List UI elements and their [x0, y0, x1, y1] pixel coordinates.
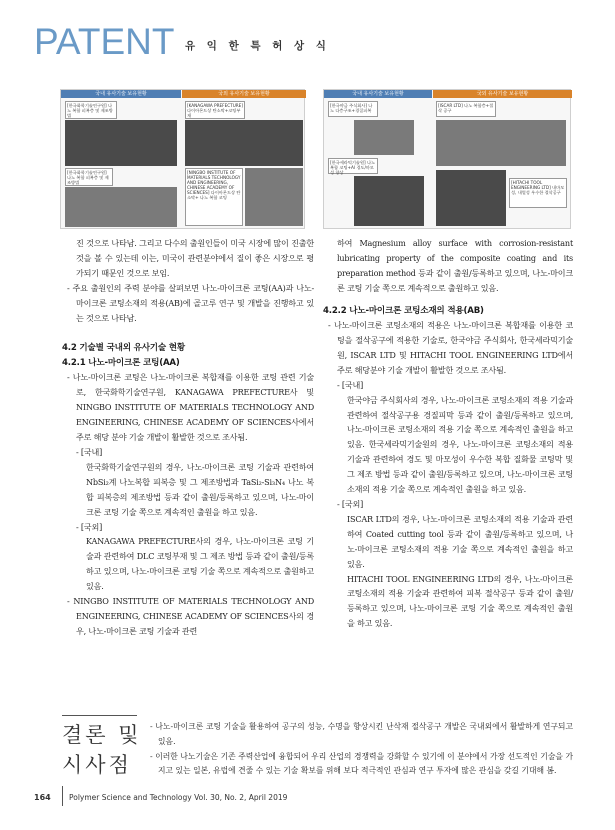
divider [62, 786, 63, 806]
section-subtitle: 유 익 한 특 허 상 식 [185, 40, 330, 52]
figure-header-foreign: 국외 유사기술 보유현황 [182, 90, 306, 98]
page-footer [34, 788, 287, 808]
paragraph: - 나노-마이크론 코팅은 나노-마이크론 복합재를 이용한 코팅 관련 기술로, 한국화학기술연구원, KANAGAWA PREFECTURE사 및 NINGBO INSTITUTE OF MATERIALS TECHNOLOGY AND ENGINEERING, CHINESE ACADEMY OF SCIENCES사에서 주로 해당 분야 기술 개발이 활발한 것으로 조사됨. [67, 372, 314, 443]
micrograph-image [65, 120, 177, 166]
figure-label: [한국화학기술연구원] 나노 복합 피복층 및 제조방법 [65, 101, 117, 119]
left-column [62, 236, 314, 639]
journal-info: Polymer Science and Technology Vol. 30, No. 2, April 2019 [69, 793, 288, 802]
layer-diagram [354, 120, 414, 155]
figure-label: [HITACHI TOOL ENGINEERING LTD] 내마모성, 내열성 우수한 절삭공구 [509, 178, 567, 208]
figure-label: [ISCAR LTD] 나노 복합층+절삭 공구 [436, 101, 496, 117]
micrograph-image [436, 120, 566, 166]
figure-header-domestic: 국내 유사기술 보유현황 [324, 90, 432, 98]
paragraph: - NINGBO INSTITUTE OF MATERIALS TECHNOLOGY AND ENGINEERING, CHINESE ACADEMY OF SCIENCES사의 경우, 나노-마이크론 코팅 기술과 관련 [67, 596, 314, 636]
paragraph: HITACHI TOOL ENGINEERING LTD의 경우, 나노-마이크론 코팅소재의 적용 기술과 관련하여 피복 절삭공구 등과 같이 출원/등록하고 있으며, 나노-마이크론 코팅 기술 쪽으로 계속적인 출원을 하고 있음. [347, 573, 573, 629]
paragraph: ISCAR LTD의 경우, 나노-마이크론 코팅소재의 적용 기술과 관련하여 Coated cutting tool 등과 같이 출원/등록하고 있으며, 나노-마이크론 코팅소재의 적용 기술 쪽으로 계속적인 출원을 하고 있음. [347, 513, 573, 569]
subheading-domestic: - [국내] [76, 446, 103, 457]
micrograph-image [65, 187, 177, 227]
conclusion-bullet: - 나노-마이크론 코팅 기술을 활용하여 공구의 성능, 수명을 향상시킨 난삭재 절삭공구 개발은 국내외에서 활발하게 연구되고 있음. [150, 722, 573, 746]
figure-label: [KANAGAWA PREFECTURE] 다이아몬드상 탄소막+코팅부재 [185, 101, 245, 119]
right-column [323, 236, 573, 631]
conclusion-title: 결론 및 [62, 723, 142, 747]
figure-label: [한국화학기술연구원] 나노 복합 피복층 및 제조방법 [65, 168, 113, 186]
figure-label: [한국야금 주식회사] 나노 다층구조+경질피복 [328, 101, 378, 117]
conclusion-title: 시사점 [62, 753, 132, 777]
paragraph: 한국야금 주식회사의 경우, 나노-마이크론 코팅소재의 적용 기술과 관련하여 절삭공구용 경질피막 등과 같이 출원/등록하고 있으며, 나노-마이크론 코팅소재의 적용 기술 쪽으로 계속적인 출원을 하고 있음. 한국세라믹기술원의 경우, 나노-마이크론 코팅소재의 적용 기술과 관련하여 경도 및 마모성이 우수한 복합 질화물 코팅막 및 그 제조 방법 등과 같이 출원/등록하고 있으며, 나노-마이크론 코팅소재의 적용 기술 쪽으로 계속적인 출원을 하고 있음. [347, 394, 573, 495]
figure-label: [NINGBO INSTITUTE OF MATERIALS TECHNOLOGY AND ENGINEERING, CHINESE ACADEMY OF SCIENCES] 다이아몬드상 탄소막+ 나노 복합 코팅 [185, 168, 243, 226]
figure-ab-similar-tech [323, 89, 571, 229]
section-heading: 4.2 기술별 국내외 유사기술 현황 [62, 343, 186, 354]
divider [62, 715, 137, 716]
conclusion-bullet: - 이러한 나노기술은 기존 주력산업에 융합되어 우리 산업의 경쟁력을 강화할 수 있기에 이 분야에서 가장 선도적인 기술을 가지고 있는 일본, 유럽에 견줄 수 있는 기술 확보를 위해 보다 적극적인 관심과 연구 투자에 많은 관심을 갖길 기대해 봄. [150, 751, 573, 776]
subheading-foreign: - [국외] [76, 521, 103, 532]
figure-header-domestic: 국내 유사기술 보유현황 [61, 90, 181, 98]
subsection-heading: 4.2.2 나노-마이크론 코팅소재의 적용(AB) [323, 305, 484, 316]
subheading-domestic: - [국내] [337, 379, 364, 390]
paragraph: KANAGAWA PREFECTURE사의 경우, 나노-마이크론 코팅 기술과 관련하여 DLC 코팅부재 및 그 제조 방법 등과 같이 출원/등록하고 있으며, 나노-마이크론 코팅 기술 쪽으로 계속적으로 출원하고 있음. [86, 536, 314, 592]
conclusion-text [148, 720, 573, 779]
figure-header-foreign: 국외 유사기술 보유현황 [433, 90, 572, 98]
page-header [34, 22, 594, 62]
paragraph: - 나노-마이크론 코팅소재의 적용은 나노-마이크론 복합재를 이용한 코팅을 절삭공구에 적용한 기술로, 한국야금 주식회사, 한국세라믹기술원, ISCAR LTD 및 HITACHI TOOL ENGINEERING LTD에서 주로 해당분야 기술 개발이 활발한 것으로 조사됨. [328, 320, 573, 375]
figure-label: [한국세라믹기술원] 나노 복합 코팅+Al 경도/마모성 향상 [328, 158, 378, 174]
micrograph-image [245, 168, 303, 226]
patent-logo: PATENT [34, 21, 175, 62]
micrograph-image [354, 176, 424, 226]
subsection-heading: 4.2.1 나노-마이크론 코팅(AA) [62, 357, 180, 368]
page-number: 164 [34, 793, 51, 802]
paragraph: 하여 Magnesium alloy surface with corrosion-resistant lubricating property of the composite coating and its preparation method 등과 같이 출원/등록하고 있으며, 나노-마이크론 코팅 기술 쪽으로 계속적으로 출원하고 있음. [337, 238, 573, 293]
paragraph: - 주요 출원인의 주력 분야를 살펴보면 나노-마이크론 코팅(AA)과 나노-마이크론 코팅소재의 적용(AB)에 골고루 연구 및 개발을 진행하고 있는 것으로 나타남. [67, 282, 314, 323]
paragraph: 진 것으로 나타남. 그리고 다수의 출원인들이 미국 시장에 많이 진출한 것을 볼 수 있는데 이는, 미국이 관련분야에서 질이 좋은 시장으로 평가되기 때문인 것으로 보임. [76, 238, 314, 278]
figure-aa-similar-tech [60, 89, 305, 229]
subheading-foreign: - [국외] [337, 499, 364, 509]
micrograph-image [436, 170, 506, 226]
micrograph-image [185, 120, 303, 166]
paragraph: 한국화학기술연구원의 경우, 나노-마이크론 코팅 기술과 관련하여 NbSi₂계 나노복합 피복층 및 그 제조방법과 TaSi₂-Si₃N₄ 나노 복합 피복층의 제조방법 등과 같이 출원/등록하고 있으며, 나노-마이크론 코팅 기술 쪽으로 계속적인 출원을 하고 있음. [86, 461, 314, 517]
